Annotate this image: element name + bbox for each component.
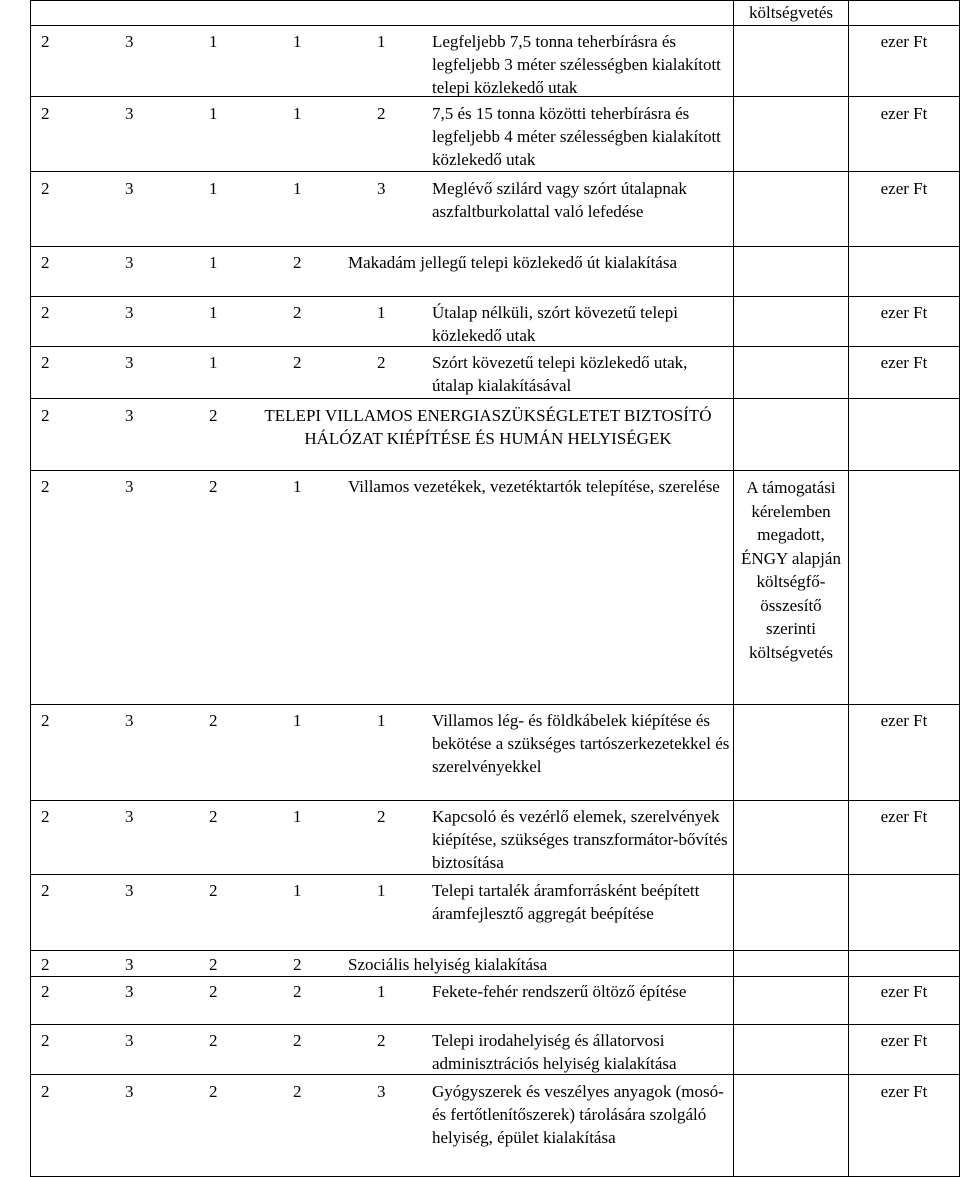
- code-digit: 3: [125, 1031, 134, 1050]
- code-digit: 2: [209, 982, 218, 1001]
- item-description: Makadám jellegű telepi közlekedő út kialakítása: [348, 253, 678, 272]
- unit-label: ezer Ft: [880, 1082, 928, 1101]
- row-line: [30, 704, 960, 705]
- code-digit: 3: [377, 179, 386, 198]
- item-description: Telepi tartalék áramforrásként beépített áramfejlesztő aggregát beépítése: [432, 881, 700, 923]
- row-line: [30, 296, 960, 297]
- item-description: Meglévő szilárd vagy szórt útalapnak aszfaltburkolattal való lefedése: [432, 179, 687, 221]
- row-line: [30, 171, 960, 172]
- merged-budget-note: A támogatási kérelemben megadott, ÉNGY alapján költségfő-összesítő szerinti költségvetés: [741, 478, 841, 662]
- code-digit: 2: [41, 1082, 50, 1101]
- code-digit: 2: [209, 881, 218, 900]
- code-digit: 3: [125, 881, 134, 900]
- code-digit: 2: [293, 982, 302, 1001]
- code-digit: 1: [293, 807, 302, 826]
- code-digit: 1: [293, 104, 302, 123]
- item-description: Útalap nélküli, szórt kövezetű telepi közlekedő utak: [432, 303, 678, 345]
- code-digit: 1: [293, 32, 302, 51]
- unit-label: ezer Ft: [880, 32, 928, 51]
- code-digit: 3: [125, 353, 134, 372]
- code-digit: 2: [293, 303, 302, 322]
- code-digit: 2: [41, 1031, 50, 1050]
- code-digit: 1: [293, 477, 302, 496]
- code-digit: 1: [293, 179, 302, 198]
- code-digit: 2: [209, 406, 218, 425]
- item-description: Szociális helyiség kialakítása: [348, 955, 548, 974]
- item-description: Telepi irodahelyiség és állatorvosi adminisztrációs helyiség kialakítása: [432, 1031, 677, 1073]
- code-digit: 2: [209, 955, 218, 974]
- code-digit: 2: [377, 104, 386, 123]
- item-description: Fekete-fehér rendszerű öltöző építése: [432, 982, 687, 1001]
- code-digit: 3: [125, 104, 134, 123]
- code-digit: 3: [125, 982, 134, 1001]
- code-digit: 3: [125, 303, 134, 322]
- code-digit: 2: [209, 711, 218, 730]
- code-digit: 2: [41, 406, 50, 425]
- code-digit: 3: [125, 711, 134, 730]
- code-digit: 2: [41, 881, 50, 900]
- code-digit: 3: [125, 406, 134, 425]
- code-digit: 2: [41, 982, 50, 1001]
- code-digit: 2: [209, 807, 218, 826]
- code-digit: 2: [41, 303, 50, 322]
- code-digit: 2: [377, 1031, 386, 1050]
- code-digit: 2: [209, 1031, 218, 1050]
- item-description: Legfeljebb 7,5 tonna teherbírásra és legfeljebb 3 méter szélességben kialakított telepi közlekedő utak: [432, 32, 721, 97]
- code-digit: 3: [125, 179, 134, 198]
- code-digit: 3: [125, 955, 134, 974]
- code-digit: 2: [41, 179, 50, 198]
- row-line: [30, 800, 960, 801]
- code-digit: 1: [377, 881, 386, 900]
- code-digit: 2: [377, 807, 386, 826]
- code-digit: 1: [209, 32, 218, 51]
- code-digit: 1: [293, 881, 302, 900]
- code-digit: 2: [293, 1082, 302, 1101]
- code-digit: 1: [377, 32, 386, 51]
- row-line: [30, 470, 960, 471]
- code-digit: 2: [293, 353, 302, 372]
- code-digit: 1: [209, 303, 218, 322]
- code-digit: 1: [209, 179, 218, 198]
- unit-label: ezer Ft: [880, 179, 928, 198]
- item-description: Kapcsoló és vezérlő elemek, szerelvények kiépítése, szükséges transzformátor-bővítés biztosítása: [432, 807, 728, 872]
- row-line: [30, 246, 960, 247]
- code-digit: 2: [41, 477, 50, 496]
- row-line: [30, 25, 960, 26]
- row-line: [30, 976, 960, 977]
- item-description: Villamos vezetékek, vezetéktartók telepítése, szerelése: [348, 477, 720, 496]
- code-digit: 1: [377, 303, 386, 322]
- code-digit: 2: [41, 253, 50, 272]
- code-digit: 2: [41, 807, 50, 826]
- code-digit: 2: [209, 477, 218, 496]
- row-line: [30, 1024, 960, 1025]
- code-digit: 3: [125, 1082, 134, 1101]
- code-digit: 3: [125, 807, 134, 826]
- code-digit: 2: [377, 353, 386, 372]
- code-digit: 2: [293, 253, 302, 272]
- code-digit: 1: [377, 982, 386, 1001]
- code-digit: 2: [293, 955, 302, 974]
- code-digit: 1: [293, 711, 302, 730]
- code-digit: 1: [209, 104, 218, 123]
- code-digit: 1: [209, 353, 218, 372]
- unit-label: ezer Ft: [880, 353, 928, 372]
- code-digit: 1: [377, 711, 386, 730]
- code-digit: 2: [41, 353, 50, 372]
- code-digit: 2: [41, 955, 50, 974]
- unit-label: ezer Ft: [880, 982, 928, 1001]
- item-description: Gyógyszerek és veszélyes anyagok (mosó- és fertőtlenítőszerek) tárolására szolgáló helyiség, épület kialakítása: [432, 1082, 724, 1147]
- unit-label: ezer Ft: [880, 303, 928, 322]
- section-heading: TELEPI VILLAMOS ENERGIASZÜKSÉGLETET BIZTOSÍTÓ HÁLÓZAT KIÉPÍTÉSE ÉS HUMÁN HELYISÉGEK: [264, 406, 712, 448]
- item-description: 7,5 és 15 tonna közötti teherbírásra és legfeljebb 4 méter szélességben kialakított közlekedő utak: [432, 104, 721, 169]
- row-line: [30, 398, 960, 399]
- item-description: Szórt kövezetű telepi közlekedő utak, útalap kialakításával: [432, 353, 688, 395]
- unit-label: ezer Ft: [880, 807, 928, 826]
- code-digit: 3: [125, 477, 134, 496]
- code-digit: 2: [209, 1082, 218, 1101]
- row-line: [30, 874, 960, 875]
- row-line: [30, 950, 960, 951]
- unit-label: ezer Ft: [880, 711, 928, 730]
- item-description: Villamos lég- és földkábelek kiépítése és bekötése a szükséges tartószerkezetekkel és szerelvényekkel: [432, 711, 730, 776]
- code-digit: 3: [377, 1082, 386, 1101]
- code-digit: 2: [293, 1031, 302, 1050]
- column-header-budget: költségvetés: [748, 3, 834, 22]
- code-digit: 3: [125, 32, 134, 51]
- code-digit: 2: [41, 711, 50, 730]
- code-digit: 1: [209, 253, 218, 272]
- code-digit: 2: [41, 104, 50, 123]
- code-digit: 2: [41, 32, 50, 51]
- code-digit: 3: [125, 253, 134, 272]
- unit-label: ezer Ft: [880, 104, 928, 123]
- table-border-left: [30, 0, 31, 1177]
- unit-label: ezer Ft: [880, 1031, 928, 1050]
- table-divider-code-desc: [733, 0, 734, 1177]
